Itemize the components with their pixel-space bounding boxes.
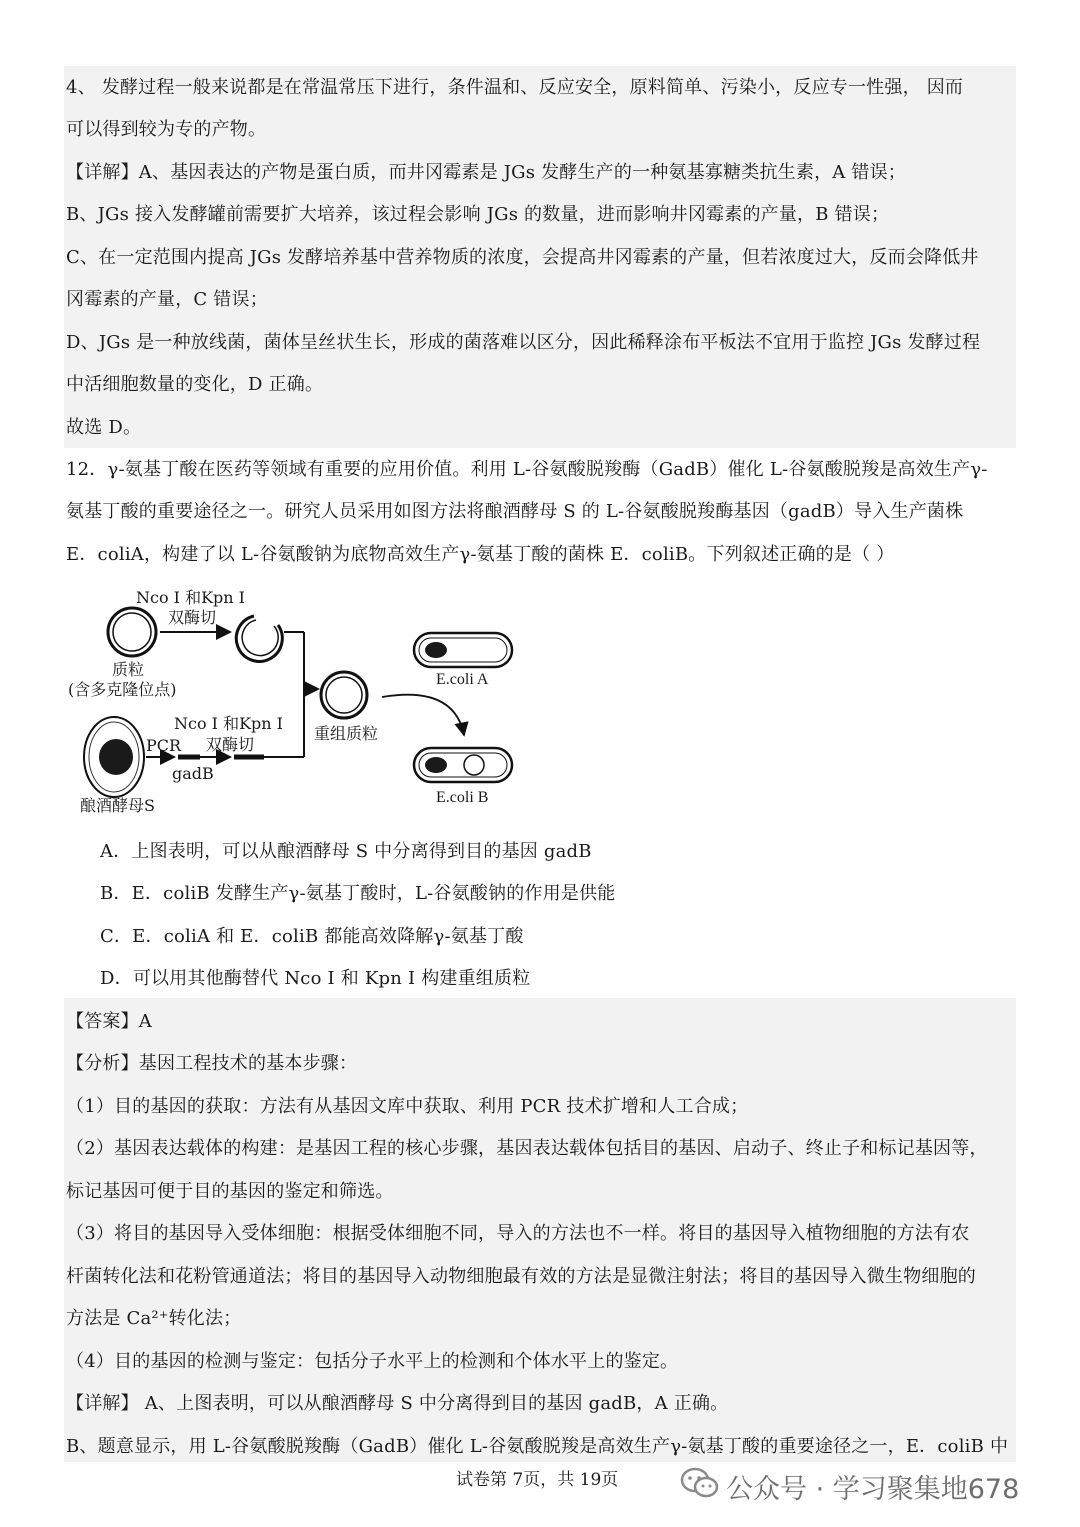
digest-label-top: 双酶切 bbox=[168, 608, 217, 627]
analysis-bottom-line: 标记基因可便于目的基因的鉴定和筛选。 bbox=[66, 1181, 394, 1202]
question-line: 12．γ-氨基丁酸在医药等领域有重要的应用价值。利用 L-谷氨酸脱羧酶（GadB）催化 L-谷氨酸脱羧是高效生产γ- bbox=[66, 459, 988, 480]
cut-plasmid-icon bbox=[236, 616, 282, 661]
analysis-bottom-line: （2）基因表达载体的构建：是基因工程的核心步骤，基因表达载体包括目的基因、启动子、终止子和标记基因等， bbox=[66, 1138, 988, 1159]
ecoli-a-label: E.coli A bbox=[436, 671, 489, 688]
analysis-top-line: 中活细胞数量的变化，D 正确。 bbox=[66, 374, 324, 395]
answer-line: 【答案】A bbox=[66, 1011, 152, 1032]
analysis-bottom-line: 【分析】基因工程技术的基本步骤： bbox=[66, 1053, 358, 1074]
gadb-label: gadB bbox=[172, 764, 214, 783]
enzymes-label-bottom: Nco I 和Kpn I bbox=[174, 714, 283, 733]
plasmid-icon bbox=[108, 608, 156, 656]
enzymes-label-top: Nco I 和Kpn I bbox=[136, 588, 245, 607]
ecoli-b-label: E.coli B bbox=[436, 789, 489, 806]
analysis-top-line: 【详解】A、基因表达的产物是蛋白质，而井冈霉素是 JGs 发酵生产的一种氨基寡糖类抗生素，A 错误； bbox=[66, 162, 906, 183]
pcr-label: PCR bbox=[146, 736, 182, 755]
recombinant-plasmid-label: 重组质粒 bbox=[314, 724, 379, 743]
analysis-top-line: D、JGs 是一种放线菌，菌体呈丝状生长，形成的菌落难以区分，因此稀释涂布平板法不宜用于监控 JGs 发酵过程 bbox=[66, 332, 981, 353]
analysis-bottom-line: （1）目的基因的获取：方法有从基因文库中获取、利用 PCR 技术扩增和人工合成； bbox=[66, 1096, 749, 1117]
analysis-top-line: 可以得到较为专的产物。 bbox=[66, 119, 267, 140]
analysis-top-line: C、在一定范围内提高 JGs 发酵培养基中营养物质的浓度，会提高井冈霉素的产量，但若浓度过大，反而会降低井 bbox=[66, 247, 979, 268]
analysis-bottom-line: （3）将目的基因导入受体细胞：根据受体细胞不同，导入的方法也不一样。将目的基因导入植物细胞的方法有农 bbox=[66, 1223, 970, 1244]
digest-label-bottom: 双酶切 bbox=[206, 735, 255, 754]
question-line: 氨基丁酸的重要途径之一。研究人员采用如图方法将酿酒酵母 S 的 L-谷氨酸脱羧酶基因（gadB）导入生产菌株 bbox=[66, 501, 964, 522]
plasmid-sublabel: (含多克隆位点) bbox=[68, 680, 177, 699]
analysis-bottom-line: 杆菌转化法和花粉管通道法；将目的基因导入动物细胞最有效的方法是显微注射法；将目的基因导入微生物细胞的 bbox=[66, 1266, 976, 1287]
option-b[interactable]: B．E．coliB 发酵生产γ-氨基丁酸时，L-谷氨酸钠的作用是供能 bbox=[100, 883, 616, 904]
gene-engineering-diagram bbox=[64, 585, 544, 820]
page-footer: 试卷第 7页，共 19页 bbox=[456, 1470, 619, 1490]
yeast-label: 酿酒酵母S bbox=[80, 796, 155, 815]
analysis-top-line: 故选 D。 bbox=[66, 417, 142, 438]
analysis-top-line: B、JGs 接入发酵罐前需要扩大培养，该过程会影响 JGs 的数量，进而影响井冈霉素的产量，B 错误； bbox=[66, 204, 890, 225]
diagram-drawing bbox=[64, 585, 544, 820]
analysis-bottom-line: 方法是 Ca²⁺转化法； bbox=[66, 1308, 242, 1329]
question-line: E．coliA，构建了以 L-谷氨酸钠为底物高效生产γ-氨基丁酸的菌株 E．coliB。下列叙述正确的是（ ） bbox=[66, 544, 895, 565]
analysis-bottom-line: B、题意显示，用 L-谷氨酸脱羧酶（GadB）催化 L-谷氨酸脱羧是高效生产γ-氨基丁酸的重要途径之一，E．coliB 中 bbox=[66, 1436, 1009, 1457]
analysis-top-line: 4、 发酵过程一般来说都是在常温常压下进行，条件温和、反应安全，原料简单、污染小，反应专一性强， 因而 bbox=[66, 77, 964, 98]
plasmid-label: 质粒 bbox=[112, 660, 145, 679]
recombinant-plasmid-icon bbox=[321, 672, 367, 718]
option-c[interactable]: C．E．coliA 和 E．coliB 都能高效降解γ-氨基丁酸 bbox=[100, 926, 524, 947]
option-a[interactable]: A．上图表明，可以从酿酒酵母 S 中分离得到目的基因 gadB bbox=[100, 841, 592, 862]
analysis-bottom-line: 【详解】 A、上图表明，可以从酿酒酵母 S 中分离得到目的基因 gadB，A 正确。 bbox=[66, 1393, 729, 1414]
option-d[interactable]: D．可以用其他酶替代 Nco Ⅰ 和 Kpn Ⅰ 构建重组质粒 bbox=[100, 968, 531, 989]
analysis-bottom-line: （4）目的基因的检测与鉴定：包括分子水平上的检测和个体水平上的鉴定。 bbox=[66, 1351, 679, 1372]
watermark-text: 公众号 · 学习聚集地678 bbox=[726, 1474, 1020, 1505]
wechat-icon bbox=[680, 1466, 720, 1500]
analysis-top-line: 冈霉素的产量，C 错误； bbox=[66, 289, 268, 310]
